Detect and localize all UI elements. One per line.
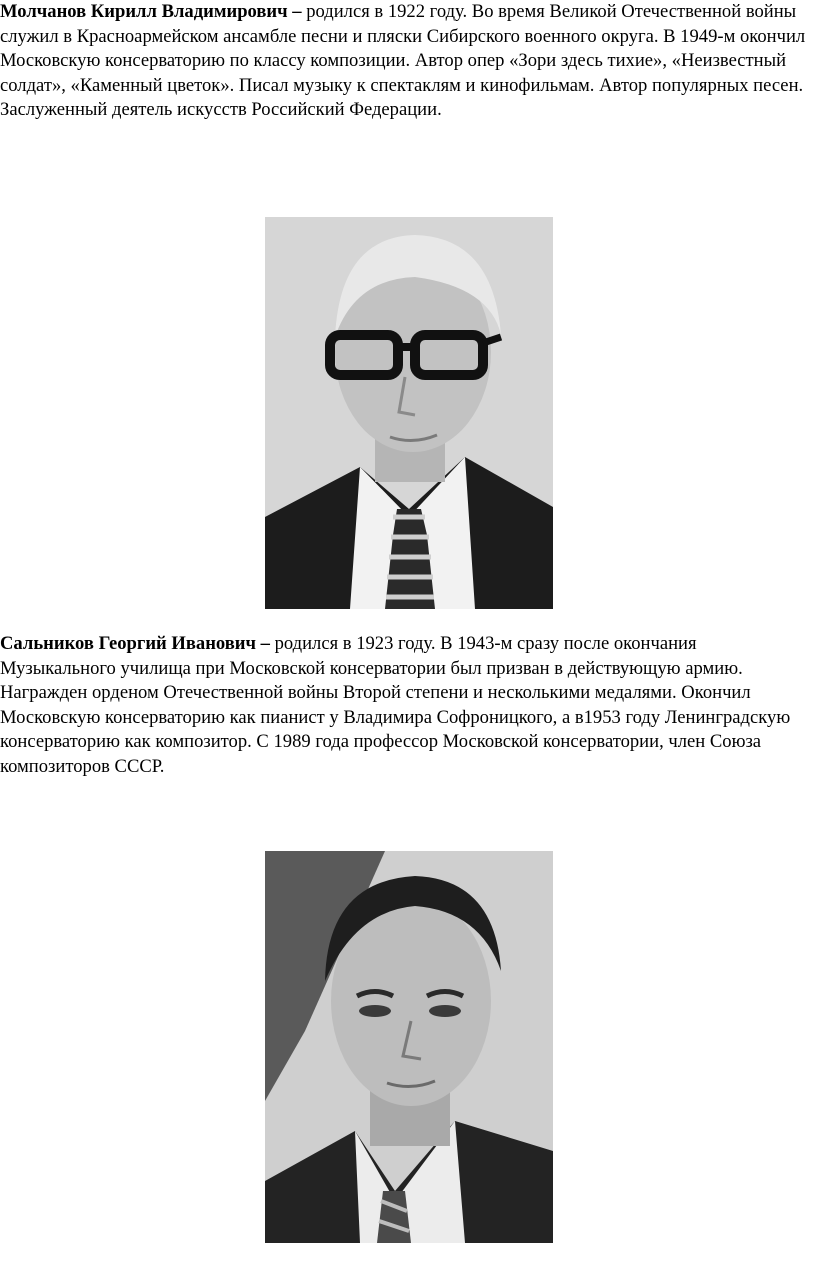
biography-text: родился в 1922 году. Во время Великой Отечественной войны служил в Красноармейском ансамбле песни и пляски Сибирского военного округа. В 1949-м окончил Московскую консерваторию по классу композиции. Автор опер «Зори здесь тихие», «Неизвестный солдат», «Каменный цветок». Писал музыку к спектаклям и кинофильмам. Автор популярных песен. Заслуженный деятель искусств Российский Федерации. (0, 1, 806, 121)
portrait-photo-salnikov (265, 851, 553, 1243)
person-name: Молчанов Кирилл Владимирович – (0, 1, 302, 22)
person-name: Сальников Георгий Иванович – (0, 633, 270, 654)
portrait-photo-molchanov (265, 217, 553, 609)
biography-salnikov (0, 632, 816, 780)
biography-molchanov (0, 0, 816, 123)
biography-text: родился в 1923 году. В 1943-м сразу после окончания Музыкального училища при Московской консерватории был призван в действующую армию. Награжден орденом Отечественной войны Второй степени и несколькими медалями. Окончил Московскую консерваторию как пианист у Владимира Софроницкого, а в1953 году Ленинградскую консерваторию как композитор. С 1989 года профессор Московской консерватории, член Союза композиторов СССР. (0, 633, 791, 777)
